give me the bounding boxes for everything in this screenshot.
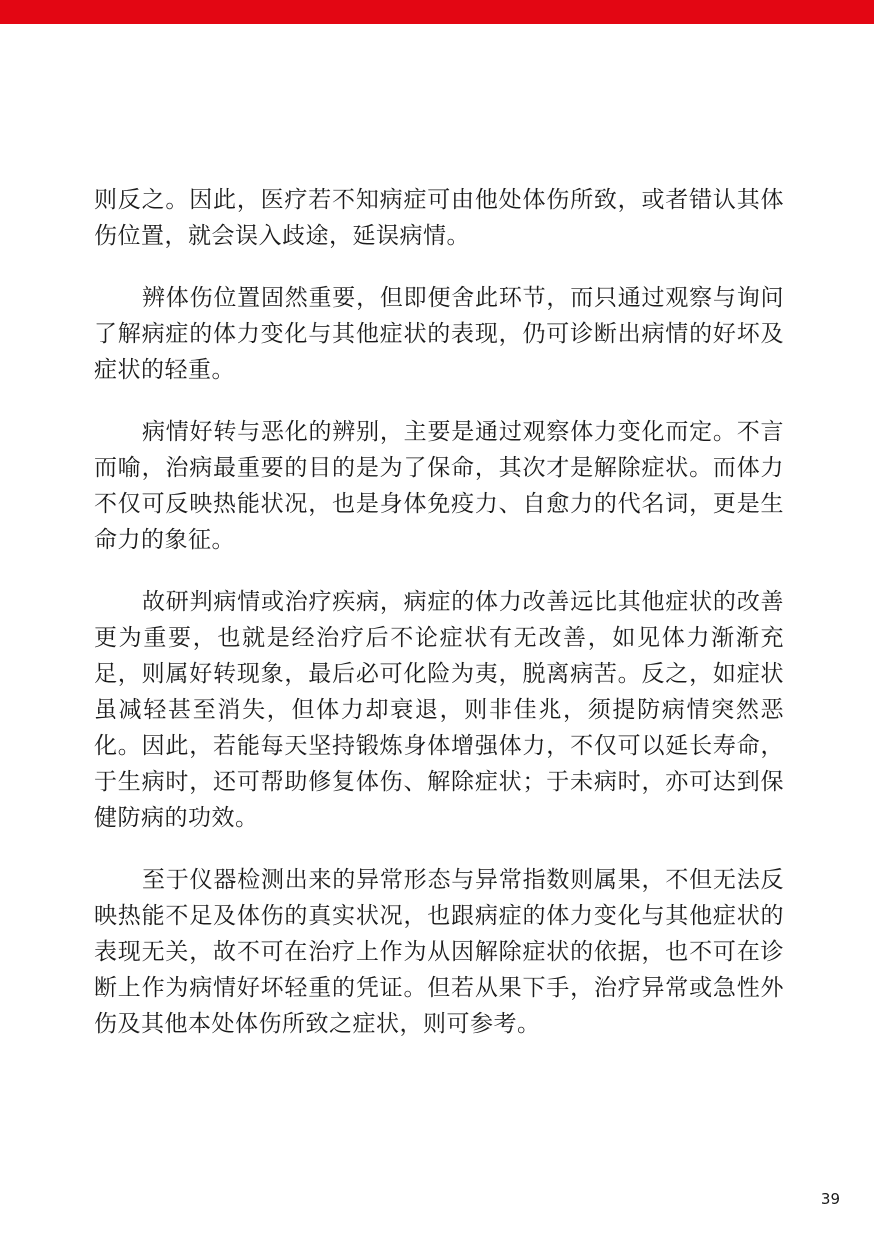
- page-number: 39: [820, 1190, 840, 1208]
- paragraph-continued: 则反之。因此，医疗若不知病症可由他处体伤所致，或者错认其体伤位置，就会误入歧途，延误病情。: [94, 187, 784, 249]
- paragraph: 至于仪器检测出来的异常形态与异常指数则属果，不但无法反映热能不足及体伤的真实状况，也跟病症的体力变化与其他症状的表现无关，故不可在治疗上作为从因解除症状的依据，也不可在诊断上作为病情好坏轻重的凭证。但若从果下手，治疗异常或急性外伤及其他本处体伤所致之症状，则可参考。: [94, 867, 784, 1037]
- page-body: [94, 182, 784, 1068]
- paragraph: 病情好转与恶化的辨别，主要是通过观察体力变化而定。不言而喻，治病最重要的目的是为了保命，其次才是解除症状。而体力不仅可反映热能状况，也是身体免疫力、自愈力的代名词，更是生命力的象征。: [94, 419, 784, 553]
- paragraph: 故研判病情或治疗疾病，病症的体力改善远比其他症状的改善更为重要，也就是经治疗后不论症状有无改善，如见体力渐渐充足，则属好转现象，最后必可化险为夷，脱离病苦。反之，如症状虽减轻甚至消失，但体力却衰退，则非佳兆，须提防病情突然恶化。因此，若能每天坚持锻炼身体增强体力，不仅可以延长寿命，于生病时，还可帮助修复体伤、解除症状；于未病时，亦可达到保健防病的功效。: [94, 589, 784, 831]
- top-color-bar: [0, 0, 874, 24]
- paragraph: 辨体伤位置固然重要，但即便舍此环节，而只通过观察与询问了解病症的体力变化与其他症状的表现，仍可诊断出病情的好坏及症状的轻重。: [94, 285, 784, 383]
